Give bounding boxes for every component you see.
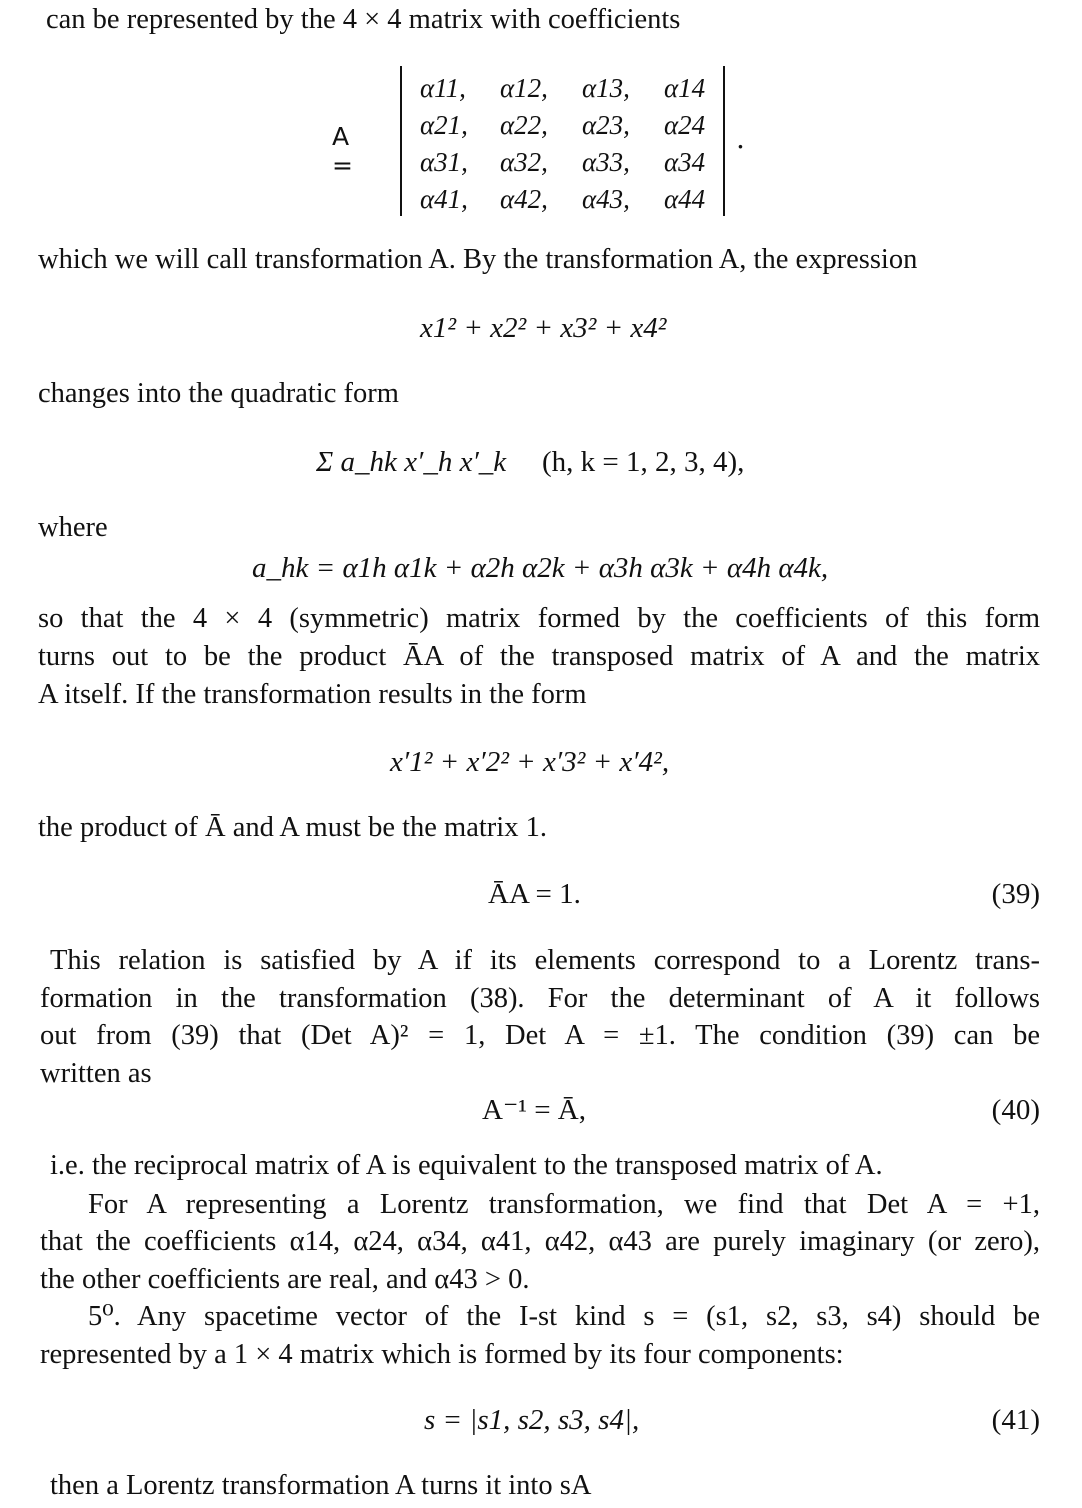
matrix-cell: α12, bbox=[500, 73, 548, 103]
paragraph-2-line-4: written as bbox=[40, 1058, 152, 1089]
matrix-cell: α32, bbox=[500, 147, 548, 177]
matrix-trailing-dot: . bbox=[736, 122, 745, 155]
matrix-cell: α44 bbox=[664, 184, 706, 214]
text-line-ie: i.e. the reciprocal matrix of A is equivalent to the transposed matrix of A. bbox=[50, 1150, 883, 1181]
equation-primed-sum: x′1² + x′2² + x′3² + x′4², bbox=[390, 746, 670, 778]
equation-number-39: (39) bbox=[991, 878, 1040, 910]
equation-40: A⁻¹ = Ā, bbox=[482, 1094, 586, 1126]
equation-a-hk: a_hk = α1h α1k + α2h α2k + α3h α3k + α4h α4k, bbox=[252, 552, 829, 584]
text-line-transformation: which we will call transformation A. By the transformation A, the expression bbox=[38, 244, 918, 275]
intro-line: can be represented by the 4 × 4 matrix with coefficients bbox=[46, 4, 681, 35]
text-line-product: the product of Ā and A must be the matrix 1. bbox=[38, 812, 547, 843]
matrix-cell: α34 bbox=[664, 147, 706, 177]
matrix-cell: α13, bbox=[582, 73, 630, 103]
equation-41: s = |s1, s2, s3, s4|, bbox=[424, 1404, 640, 1436]
matrix-cell: α14 bbox=[664, 73, 706, 103]
matrix-cell: α42, bbox=[500, 184, 548, 214]
text-line-where: where bbox=[38, 512, 108, 543]
matrix-cell: α31, bbox=[420, 147, 468, 177]
paragraph-1-line-3: A itself. If the transformation results in the form bbox=[38, 679, 587, 710]
paragraph-4-line-1: 5⁰. Any spacetime vector of the I-st kind s = (s1, s2, s3, s4) should be bbox=[88, 1301, 1040, 1332]
matrix-label: A = bbox=[332, 122, 353, 180]
equation-quadratic-range: (h, k = 1, 2, 3, 4), bbox=[542, 446, 745, 478]
matrix-left-bar bbox=[400, 66, 402, 216]
matrix-right-bar bbox=[723, 66, 725, 216]
text-line-then: then a Lorentz transformation A turns it into sA bbox=[50, 1470, 592, 1501]
paragraph-3-line-2: that the coefficients α14, α24, α34, α41, α42, α43 are purely imaginary (or zero), bbox=[40, 1226, 1040, 1257]
matrix-cell: α43, bbox=[582, 184, 630, 214]
matrix-cell: α33, bbox=[582, 147, 630, 177]
matrix-cell: α21, bbox=[420, 110, 468, 140]
paragraph-2-line-3: out from (39) that (Det A)² = 1, Det A = ±1. The condition (39) can be bbox=[40, 1020, 1040, 1051]
text-line-changes: changes into the quadratic form bbox=[38, 378, 399, 409]
paragraph-1-line-1: so that the 4 × 4 (symmetric) matrix formed by the coefficients of this form bbox=[38, 603, 1040, 634]
paragraph-3-line-1: For A representing a Lorentz transformation, we find that Det A = +1, bbox=[88, 1189, 1040, 1220]
matrix-cell: α23, bbox=[582, 110, 630, 140]
paragraph-2-line-2: formation in the transformation (38). For the determinant of A it follows bbox=[40, 983, 1040, 1014]
paragraph-3-line-3: the other coefficients are real, and α43 > 0. bbox=[40, 1264, 530, 1295]
paragraph-1-line-2: turns out to be the product ĀA of the transposed matrix of A and the matrix bbox=[38, 641, 1040, 672]
paragraph-4-line-2: represented by a 1 × 4 matrix which is formed by its four components: bbox=[40, 1339, 844, 1370]
matrix-cell: α22, bbox=[500, 110, 548, 140]
equation-sum-squares: x1² + x2² + x3² + x4² bbox=[420, 312, 667, 344]
equation-number-41: (41) bbox=[991, 1404, 1040, 1436]
equation-number-40: (40) bbox=[991, 1094, 1040, 1126]
matrix-cell: α11, bbox=[420, 73, 466, 103]
matrix-cell: α24 bbox=[664, 110, 706, 140]
paragraph-2-line-1: This relation is satisfied by A if its elements correspond to a Lorentz trans- bbox=[50, 945, 1040, 976]
matrix-cell: α41, bbox=[420, 184, 468, 214]
equation-39: ĀA = 1. bbox=[488, 878, 581, 910]
matrix-cells bbox=[420, 70, 734, 218]
equation-quadratic-form: Σ a_hk x′_h x′_k bbox=[316, 446, 507, 478]
